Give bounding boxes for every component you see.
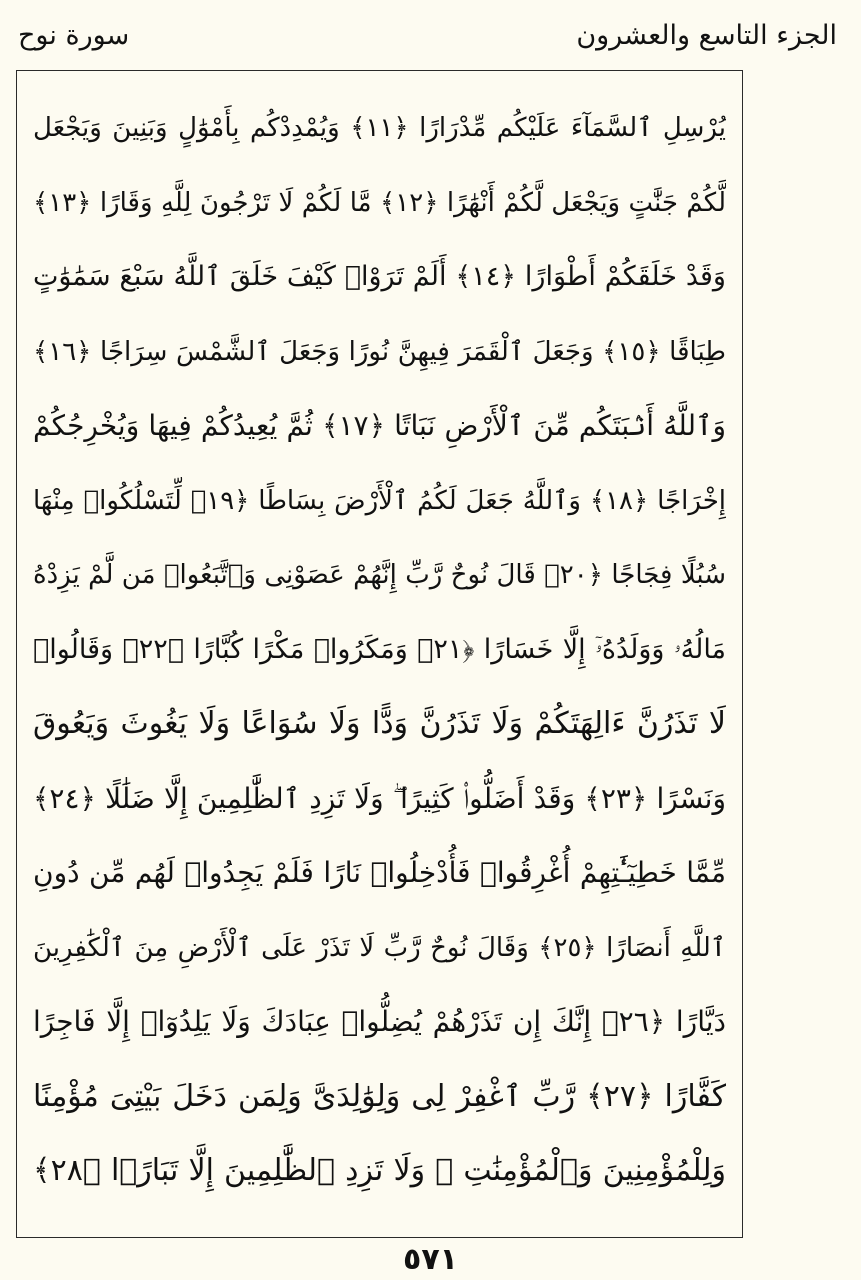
text-line: كَفَّارًا ﴿٢٧﴾ رَّبِّ ٱغْفِرْ لِى وَلِوَٰلِدَىَّ وَلِمَن دَخَلَ بَيْتِىَ مُؤْمِنًا (33, 1078, 726, 1114)
text-line: سُبُلًا فِجَاجًا ﴿٢٠﴾ قَالَ نُوحٌ رَّبِّ إِنَّهُمْ عَصَوْنِى وَٱتَّبَعُوا۟ مَن لَّمْ يَزِدْهُ (33, 560, 726, 590)
text-line: دَيَّارًا ﴿٢٦﴾ إِنَّكَ إِن تَذَرْهُمْ يُضِلُّوا۟ عِبَادَكَ وَلَا يَلِدُوٓا۟ إِلَّا فَاجِرًا (33, 1005, 726, 1038)
text-line: وَنَسْرًا ﴿٢٣﴾ وَقَدْ أَضَلُّوا۟ كَثِيرًا ۖ وَلَا تَزِدِ ٱلظَّٰلِمِينَ إِلَّا ضَلَٰلًا ﴿٢٤﴾ (33, 781, 726, 815)
text-line: لَا تَذَرُنَّ ءَالِهَتَكُمْ وَلَا تَذَرُنَّ وَدًّا وَلَا سُوَاعًا وَلَا يَغُوثَ وَيَعُوقَ (33, 706, 726, 741)
page-number: ٥٧١ (403, 1242, 458, 1277)
text-line: ٱللَّهِ أَنصَارًا ﴿٢٥﴾ وَقَالَ نُوحٌ رَّبِّ لَا تَذَرْ عَلَى ٱلْأَرْضِ مِنَ ٱلْكَٰفِرِينَ (33, 932, 726, 963)
text-line: وَقَدْ خَلَقَكُمْ أَطْوَارًا ﴿١٤﴾ أَلَمْ تَرَوْا۟ كَيْفَ خَلَقَ ٱللَّهُ سَبْعَ سَمَٰوَٰتٍ (33, 261, 726, 292)
text-frame (16, 70, 743, 1238)
page-header (18, 14, 837, 66)
surah-title: سورة نوح (18, 20, 130, 51)
quran-text (33, 91, 726, 1209)
text-line: طِبَاقًا ﴿١٥﴾ وَجَعَلَ ٱلْقَمَرَ فِيهِنَّ نُورًا وَجَعَلَ ٱلشَّمْسَ سِرَاجًا ﴿١٦﴾ (33, 336, 726, 367)
text-line: مِّمَّا خَطِيٓـَٰٔتِهِمْ أُغْرِقُوا۟ فَأُدْخِلُوا۟ نَارًا فَلَمْ يَجِدُوا۟ لَهُم مِّن دُونِ (33, 856, 726, 889)
text-line: وَٱللَّهُ أَنۢبَتَكُم مِّنَ ٱلْأَرْضِ نَبَاتًا ﴿١٧﴾ ثُمَّ يُعِيدُكُمْ فِيهَا وَيُخْرِجُكُمْ (33, 409, 726, 442)
text-line: إِخْرَاجًا ﴿١٨﴾ وَٱللَّهُ جَعَلَ لَكُمُ ٱلْأَرْضَ بِسَاطًا ﴿١٩﴾ لِّتَسْلُكُوا۟ مِنْهَا (33, 485, 726, 516)
juz-title: الجزء التاسع والعشرون (576, 20, 837, 51)
text-line: لَّكُمْ جَنَّٰتٍ وَيَجْعَل لَّكُمْ أَنْهَٰرًا ﴿١٢﴾ مَّا لَكُمْ لَا تَرْجُونَ لِلَّهِ وَقَارًا ﴿١٣﴾ (33, 187, 726, 218)
text-line: يُرْسِلِ ٱلسَّمَآءَ عَلَيْكُم مِّدْرَارًا ﴿١١﴾ وَيُمْدِدْكُم بِأَمْوَٰلٍ وَبَنِينَ وَيَجْعَل (33, 113, 726, 143)
text-line: مَالُهُۥ وَوَلَدُهُۥٓ إِلَّا خَسَارًا ﴿٢١﴾ وَمَكَرُوا۟ مَكْرًا كُبَّارًا ﴿٢٢﴾ وَقَالُوا۟ (33, 633, 726, 665)
text-line: وَلِلْمُؤْمِنِينَ وَٱلْمُؤْمِنَٰتِ ۖ وَلَا تَزِدِ ٱلظَّٰلِمِينَ إِلَّا تَبَارًۢا ﴿٢٨﴾ (33, 1153, 726, 1188)
